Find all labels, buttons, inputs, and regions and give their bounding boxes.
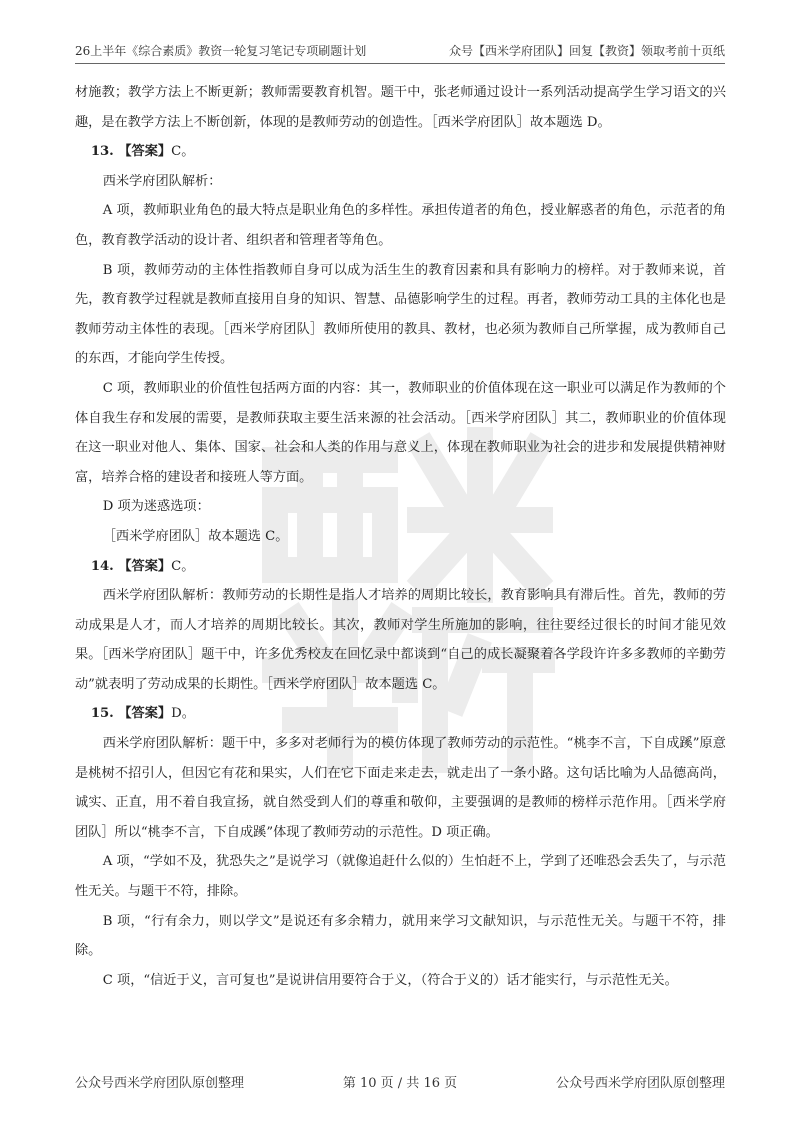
header-left-title: 26上半年《综合素质》教资一轮复习笔记专项刷题计划	[75, 44, 367, 58]
answer-label: 【答案】	[118, 558, 172, 574]
document-body	[75, 78, 726, 995]
answer-heading-14	[75, 552, 726, 582]
answer-label: 【答案】	[118, 144, 172, 160]
footer-left: 公众号西米学府团队原创整理	[75, 1076, 245, 1091]
paragraph: ［西米学府团队］故本题选 C。	[102, 528, 289, 544]
answer-label: 【答案】	[118, 706, 172, 722]
question-number: 13.	[90, 144, 114, 160]
page-number: 第 10 页 / 共 16 页	[342, 1076, 458, 1091]
footer-right: 公众号西米学府团队原创整理	[555, 1076, 725, 1091]
paragraph: B 项，“行有余力，则以学文”是说还有多余精力，就用来学习文献知识，与示范性无关。与题干不符，排除。	[75, 913, 726, 959]
page-footer	[75, 1072, 725, 1091]
paragraph: C 项，“信近于义，言可复也”是说讲信用要符合于义，（符合于义的）话才能实行，与示范性无关。	[102, 972, 678, 988]
answer-value: D。	[171, 706, 195, 722]
answer-heading-15	[75, 699, 726, 729]
answer-value: C。	[171, 558, 195, 574]
paragraph: A 项，教师职业角色的最大特点是职业角色的多样性。承担传道者的角色，授业解惑者的角色，示范者的角色，教育教学活动的设计者、组织者和管理者等角色。	[75, 203, 726, 248]
question-number: 15.	[90, 706, 114, 722]
paragraph: 西米学府团队解析：题干中，多多对老师行为的模仿体现了教师劳动的示范性。“桃李不言，下自成蹊”原意是桃树不招引人，但因它有花和果实，人们在它下面走来走去，就走出了一条小路。这句话比喻为人品德高尚，诚实、正直，用不着自我宣扬，就自然受到人们的尊重和敬仰，主要强调的是教师的榜样示范作用。［西米学府团队］所以“桃李不言，下自成蹊”体现了教师劳动的示范性。D 项正确。	[75, 736, 726, 840]
paragraph: 西米学府团队解析：教师劳动的长期性是指人才培养的周期比较长，教育影响具有滞后性。首先，教师的劳动成果是人才，而人才培养的周期比较长。其次，教师对学生所施加的影响，往往要经过很长的时间才能见效果。［西米学府团队］题干中，许多优秀校友在回忆录中都谈到“自己的成长凝聚着各学段许许多多教师的辛勤劳动”就表明了劳动成果的长期性。［西米学府团队］故本题选 C。	[75, 588, 726, 692]
paragraph: B 项，教师劳动的主体性指教师自身可以成为活生生的教育因素和具有影响力的榜样。对于教师来说，首先，教育教学过程就是教师直接用自身的知识、智慧、品德影响学生的过程。再者，教师劳动工具的主体化也是教师劳动主体性的表现。［西米学府团队］教师所使用的教具、教材，也必须为教师自己所掌握，成为教师自己的东西，才能向学生传授。	[75, 262, 726, 367]
paragraph: D 项为迷惑选项：	[102, 499, 210, 515]
answer-heading-13	[75, 137, 726, 167]
header-right-promo: 众号【西米学府团队】回复【教资】领取考前十页纸	[448, 44, 725, 58]
paragraph: 材施教；教学方法上不断更新；教师需要教育机智。题干中，张老师通过设计一系列活动提高学生学习语文的兴趣，是在教学方法上不断创新，体现的是教师劳动的创造性。［西米学府团队］故本题选 D。	[75, 85, 726, 130]
page-header	[75, 38, 725, 64]
question-number: 14.	[90, 558, 114, 574]
answer-value: C。	[171, 144, 195, 160]
paragraph: C 项，教师职业的价值性包括两方面的内容：其一，教师职业的价值体现在这一职业可以满足作为教师的个体自我生存和发展的需要，是教师获取主要生活来源的社会活动。［西米学府团队］其二，教师职业的价值体现在这一职业对他人、集体、国家、社会和人类的作用与意义上，体现在教师职业为社会的进步和发展提供精神财富，培养合格的建设者和接班人等方面。	[75, 380, 726, 485]
paragraph: A 项，“学如不及，犹恐失之”是说学习（就像追赶什么似的）生怕赶不上，学到了还唯恐会丢失了，与示范性无关。与题干不符，排除。	[75, 854, 726, 900]
paragraph: 西米学府团队解析：	[102, 173, 222, 189]
